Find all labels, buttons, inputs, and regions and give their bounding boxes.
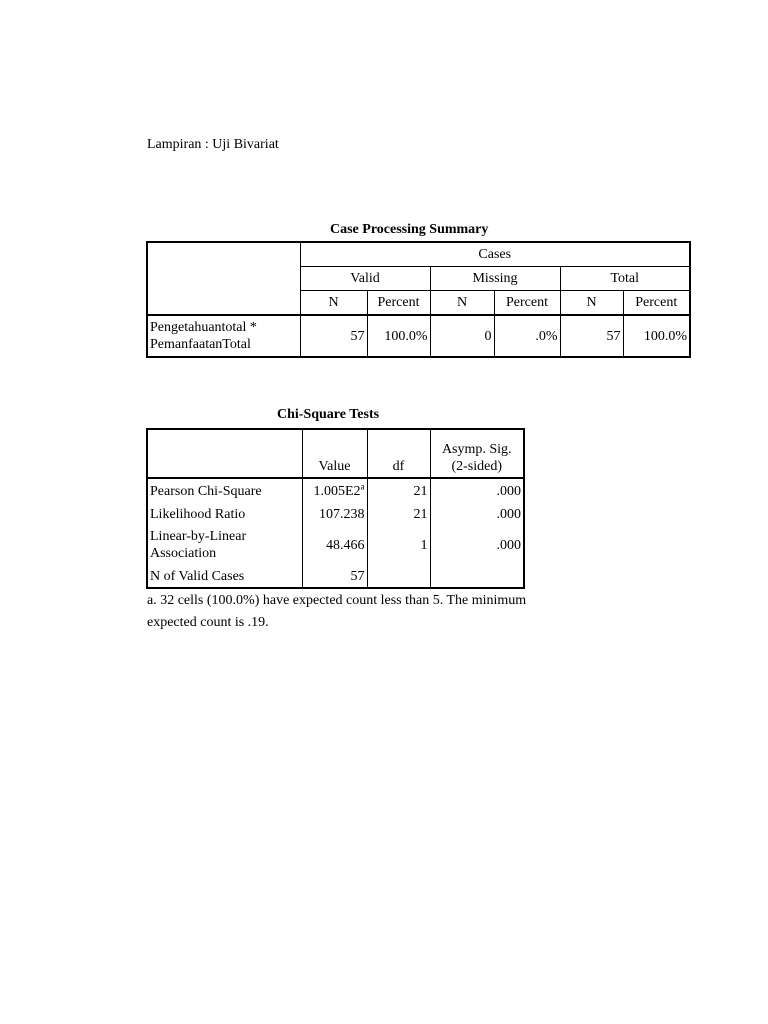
row-label: N of Valid Cases [147, 565, 302, 588]
cell-missing-percent: .0% [494, 315, 560, 357]
table-row [147, 478, 524, 503]
chi-square-tests-table [146, 428, 525, 589]
subheader-missing-percent: Percent [494, 291, 560, 316]
row-label-line2: PemanfaatanTotal [150, 337, 251, 352]
cell-df: 21 [367, 478, 430, 503]
table-row [147, 503, 524, 525]
footnote-marker: a [360, 480, 365, 491]
column-header-df: df [367, 429, 430, 478]
cell-total-percent: 100.0% [623, 315, 690, 357]
header-row-cases [147, 242, 690, 267]
cases-header: Cases [300, 242, 690, 267]
group-header-valid: Valid [300, 267, 430, 291]
cell-value: 107.238 [302, 503, 367, 525]
cell-value [302, 478, 367, 503]
cell-df: 21 [367, 503, 430, 525]
stub-cell [147, 429, 302, 478]
page-heading: Lampiran : Uji Bivariat [147, 137, 279, 152]
subheader-total-percent: Percent [623, 291, 690, 316]
cell-sig: .000 [430, 503, 524, 525]
header-row [147, 429, 524, 478]
row-label-line2: Association [150, 546, 217, 561]
sig-header-line2: (2-sided) [451, 459, 503, 474]
row-label [147, 315, 300, 357]
cell-df: 1 [367, 525, 430, 565]
sig-header-line1: Asymp. Sig. [441, 442, 512, 457]
cell-value: 48.466 [302, 525, 367, 565]
subheader-total-n: N [560, 291, 623, 316]
row-label [147, 525, 302, 565]
subheader-missing-n: N [430, 291, 494, 316]
cell-total-n: 57 [560, 315, 623, 357]
table-row [147, 525, 524, 565]
cell-sig [430, 565, 524, 588]
row-label-line1: Linear-by-Linear [150, 529, 247, 544]
cell-df [367, 565, 430, 588]
cell-value: 57 [302, 565, 367, 588]
stub-cell [147, 242, 300, 315]
table-row [147, 315, 690, 357]
value-text: 1.005E2 [313, 483, 361, 499]
case-processing-summary-title: Case Processing Summary [330, 222, 489, 237]
chi-square-tests-title: Chi-Square Tests [277, 407, 380, 422]
column-header-value: Value [302, 429, 367, 478]
table-row [147, 565, 524, 588]
subheader-valid-n: N [300, 291, 367, 316]
cell-valid-n: 57 [300, 315, 367, 357]
table-footnote: a. 32 cells (100.0%) have expected count less than 5. The minimum expected count is .19. [147, 593, 527, 630]
group-header-missing: Missing [430, 267, 560, 291]
row-label: Likelihood Ratio [147, 503, 302, 525]
column-header-sig [430, 429, 524, 478]
cell-missing-n: 0 [430, 315, 494, 357]
cell-sig: .000 [430, 478, 524, 503]
row-label: Pearson Chi-Square [147, 478, 302, 503]
cell-sig: .000 [430, 525, 524, 565]
cell-valid-percent: 100.0% [367, 315, 430, 357]
case-processing-summary-table [146, 241, 691, 358]
row-label-line1: Pengetahuantotal * [150, 320, 257, 335]
group-header-total: Total [560, 267, 690, 291]
subheader-valid-percent: Percent [367, 291, 430, 316]
